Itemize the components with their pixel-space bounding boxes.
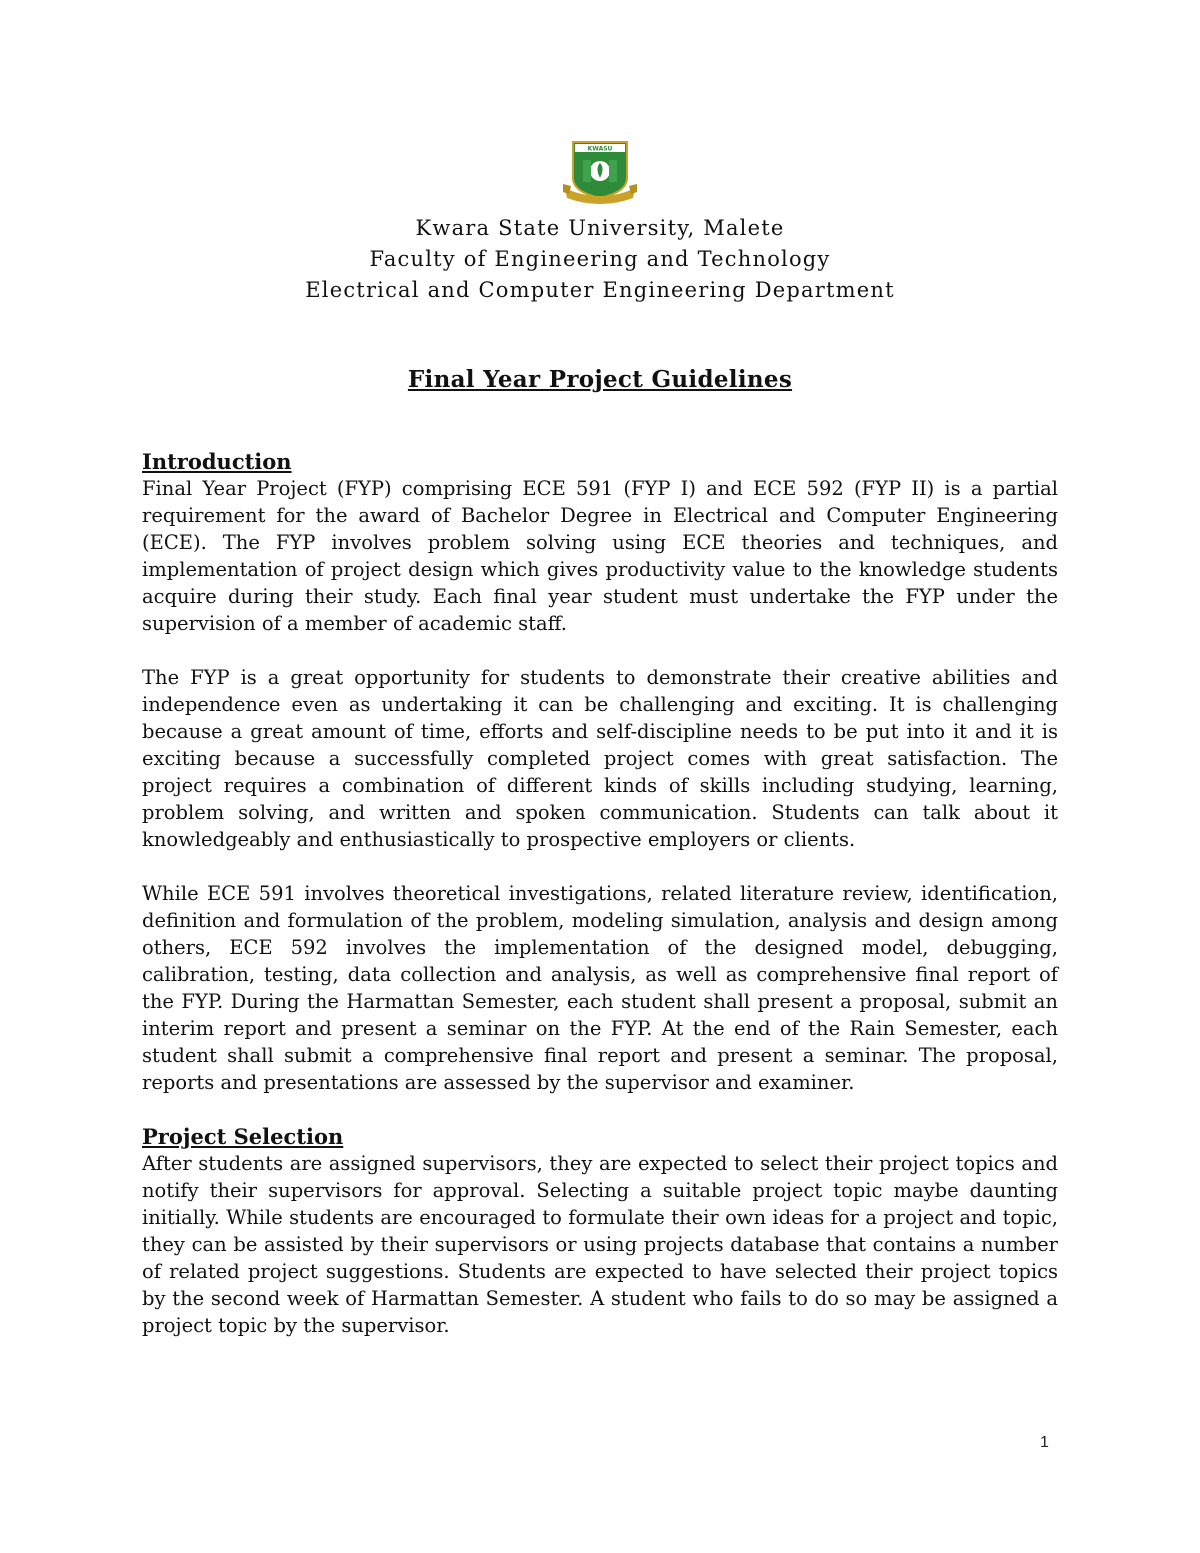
introduction-paragraph-3: While ECE 591 involves theoretical investigations, related literature review, identification, definition and formulation of the problem, modeling simulation, analysis and design among others, ECE 592 involves the implementation of the designed model, debugging, calibration, testing, data collection and analysis, as well as comprehensive final report of the FYP. During the Harmattan Semester, each student shall present a proposal, submit an interim report and present a seminar on the FYP. At the end of the Rain Semester, each student shall submit a comprehensive final report and present a seminar. The proposal, reports and presentations are assessed by the supervisor and examiner. [142,882,1058,1094]
introduction-paragraph-1: Final Year Project (FYP) comprising ECE 591 (FYP I) and ECE 592 (FYP II) is a partial requirement for the award of Bachelor Degree in Electrical and Computer Engineering (ECE). The FYP involves problem solving using ECE theories and techniques, and implementation of project design which gives productivity value to the knowledge students acquire during their study. Each final year student must undertake the FYP under the supervision of a member of academic staff. [142,477,1058,635]
introduction-paragraph-2: The FYP is a great opportunity for students to demonstrate their creative abilities and independence even as undertaking it can be challenging and exciting. It is challenging because a great amount of time, efforts and self-discipline needs to be put into it and it is exciting because a successfully completed project comes with great satisfaction. The project requires a combination of different kinds of skills including studying, learning, problem solving, and written and spoken communication. Students can talk about it knowledgeably and enthusiastically to prospective employers or clients. [142,666,1058,851]
page-number: 1 [1040,1434,1049,1451]
paragraph-spacer [142,853,1058,880]
document-body [142,448,1058,1339]
logo-text: KWASU [587,145,613,153]
department-name: Electrical and Computer Engineering Department [305,278,895,302]
university-logo [561,138,639,204]
project-selection-paragraph-1: After students are assigned supervisors, they are expected to select their project topics and notify their supervisors for approval. Selecting a suitable project topic maybe daunting initially. While students are encouraged to formulate their own ideas for a project and topic, they can be assisted by their supervisors or using projects database that contains a number of related project suggestions. Students are expected to have selected their project topics by the second week of Harmattan Semester. A student who fails to do so may be assigned a project topic by the supervisor. [142,1152,1058,1337]
paragraph-spacer [142,637,1058,664]
document-title: Final Year Project Guidelines [407,366,793,393]
project-selection-heading: Project Selection [142,1124,344,1149]
university-name: Kwara State University, Malete [415,216,785,240]
paragraph-spacer [142,1096,1058,1123]
introduction-heading: Introduction [142,449,292,474]
faculty-name: Faculty of Engineering and Technology [369,247,831,271]
institution-header [0,213,1200,306]
